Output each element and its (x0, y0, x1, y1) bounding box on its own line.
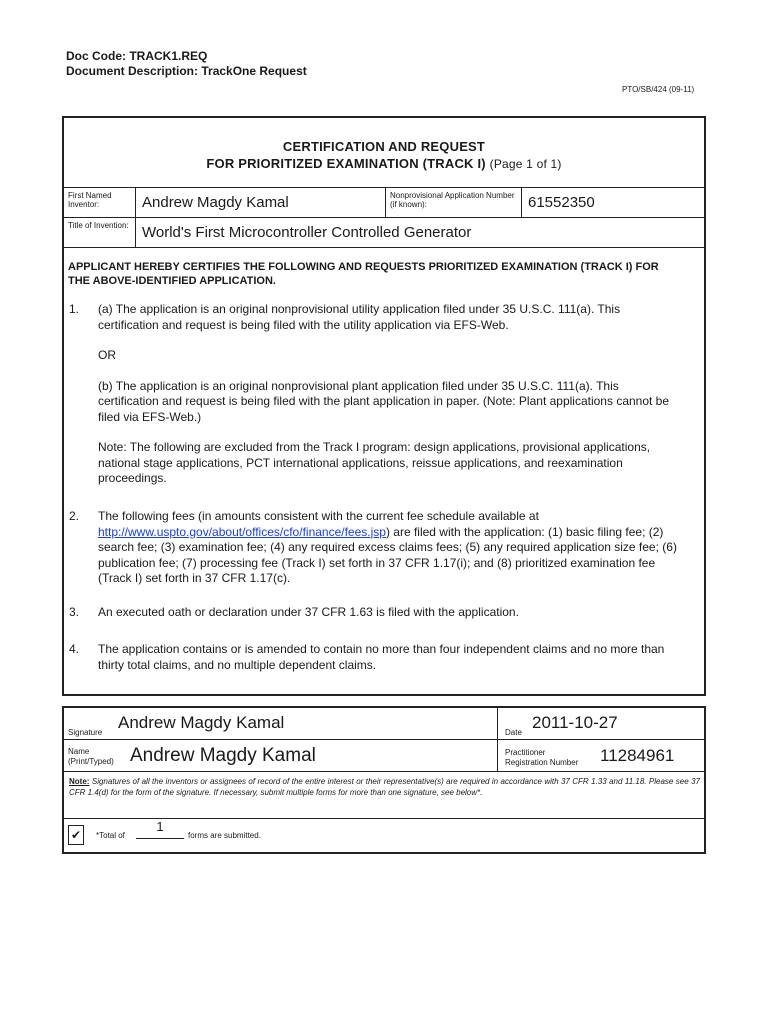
item-3-text: An executed oath or declaration under 37 CFR 1.63 is filed with the application. (98, 605, 519, 619)
doc-description-label: Document Description: (66, 64, 199, 78)
doc-description-line (66, 64, 307, 79)
item-3-number: 3. (69, 605, 80, 619)
page-indicator: (Page 1 of 1) (489, 157, 562, 171)
total-forms-checkbox[interactable]: ✔ (68, 825, 84, 845)
item-1-or: OR (98, 348, 116, 362)
item-1b-text: (b) The application is an original nonprovisional plant application filed under 35 U.S.C. 111(a). This certification and request is being filed with the plant application in paper. (Note: Plant applications cannot be filed via EFS-Web.) (98, 378, 670, 424)
item-1 (69, 302, 679, 487)
item-2-post: ) are filed with the application: (1) basic filing fee; (2) search fee; (3) examination fee; (4) any required excess claims fees; (5) any required application size fee; (6) publication fee; (7) processing fee (Track I) set forth in 37 CFR 1.17(i); and (8) prioritized examination fee (Track I) set forth in 37 CFR 1.17(c). (98, 524, 677, 585)
signature-row (64, 708, 704, 740)
practitioner-label: Practitioner (505, 748, 546, 757)
practitioner-label-sub: Registration Number (505, 758, 579, 767)
doc-code-label: Doc Code: (66, 49, 126, 63)
total-forms-row (64, 819, 704, 852)
form-number: PTO/SB/424 (09-11) (622, 85, 695, 94)
title-line-2-text: FOR PRIORITIZED EXAMINATION (TRACK I) (206, 156, 486, 171)
form-title (64, 118, 704, 188)
signature-field[interactable]: Andrew Magdy Kamal (118, 713, 285, 732)
practitioner-field[interactable]: 11284961 (600, 746, 675, 765)
item-4 (69, 642, 679, 673)
item-2-pre: The following fees (in amounts consistent with the current fee schedule available at (98, 509, 539, 523)
doc-code-value: TRACK1.REQ (129, 49, 208, 63)
note-text: Signatures of all the inventors or assignees of record of the entire interest or their representative(s) are required in accordance with 37 CFR 1.33 and 11.18. Please see 37 CFR 1.4(d) for the form of the signature. If necessary, submit multiple forms for more than one signature, see below*. (69, 777, 700, 797)
doc-description-value: TrackOne Request (201, 64, 307, 78)
inventor-field[interactable]: Andrew Magdy Kamal (136, 188, 386, 217)
item-1-number: 1. (69, 302, 80, 316)
app-number-label: Nonprovisional Application Number (if known): (386, 188, 522, 217)
signature-label: Signature (68, 728, 103, 737)
date-label: Date (505, 728, 522, 737)
title-line-1: CERTIFICATION AND REQUEST (282, 139, 486, 154)
practitioner-cell (498, 740, 704, 771)
total-forms-field[interactable]: 1 (136, 819, 184, 839)
name-label: Name (68, 747, 90, 756)
app-number-field[interactable]: 61552350 (528, 194, 595, 211)
fees-link[interactable]: http://www.uspto.gov/about/offices/cfo/finance/fees.jsp (98, 524, 386, 539)
invention-title-label: Title of Invention: (64, 218, 136, 247)
request-form-box (62, 116, 706, 696)
name-label-sub: (Print/Typed) (68, 757, 114, 766)
item-1a-text: (a) The application is an original nonprovisional utility application filed under 35 U.S.C. 111(a). This certification and request is being filed with the utility application via EFS-Web. (98, 302, 621, 332)
name-cell (64, 740, 498, 771)
signature-box (62, 706, 706, 854)
date-field[interactable]: 2011-10-27 (532, 713, 618, 732)
item-1-note: Note: The following are excluded from the Track I program: design applications, provisional applications, national stage applications, PCT international applications, reissue applications, and reexamination proceedings. (98, 440, 651, 485)
inventor-row (64, 188, 704, 218)
inventor-label: First Named Inventor: (64, 188, 136, 217)
item-2-number: 2. (69, 509, 80, 523)
signature-cell (64, 708, 498, 739)
name-row (64, 740, 704, 772)
date-cell (498, 708, 704, 739)
doc-header (66, 49, 307, 79)
total-label: *Total of (96, 831, 125, 840)
item-4-text: The application contains or is amended to contain no more than four independent claims and no more than thirty total claims, and no multiple dependent claims. (98, 642, 665, 672)
item-4-number: 4. (69, 642, 80, 656)
certification-heading: APPLICANT HEREBY CERTIFIES THE FOLLOWING AND REQUESTS PRIORITIZED EXAMINATION (TRACK I) FOR THE ABOVE-IDENTIFIED APPLICATION. (68, 261, 659, 287)
signature-note (64, 772, 704, 819)
note-label: Note: (69, 777, 90, 786)
total-suffix: forms are submitted. (188, 831, 261, 840)
item-2-text (98, 509, 679, 587)
name-field[interactable]: Andrew Magdy Kamal (130, 745, 316, 766)
doc-code-line (66, 49, 307, 64)
item-3 (69, 605, 679, 621)
invention-title-field[interactable]: World's First Microcontroller Controlled Generator (142, 224, 472, 241)
title-line-2 (64, 155, 704, 173)
invention-title-row (64, 218, 704, 248)
item-2 (69, 509, 679, 587)
